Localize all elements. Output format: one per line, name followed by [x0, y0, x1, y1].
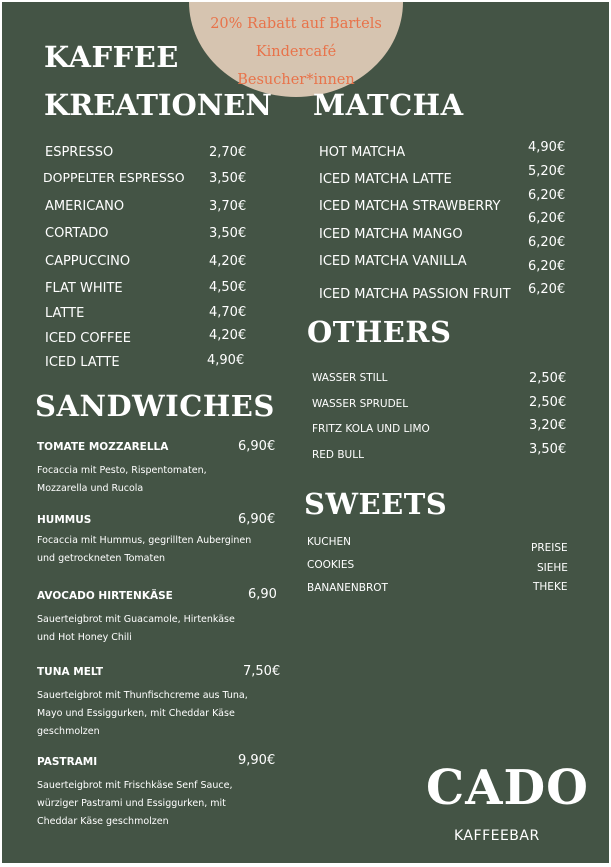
kaffee-item-name: CAPPUCCINO [45, 254, 131, 269]
matcha-extra-price: 6,20€ [528, 211, 566, 226]
matcha-item-name: ICED MATCHA PASSION FRUIT [319, 287, 511, 302]
matcha-item-name: ICED MATCHA MANGO [319, 227, 463, 242]
promo-line-3: Besucher*innen [237, 72, 355, 88]
kaffee-title-line1: KAFFEE [44, 40, 179, 74]
sandwich-price: 6,90€ [238, 439, 276, 454]
sandwich-desc-line: Sauerteigbrot mit Frischkäse Senf Sauce, [37, 780, 233, 791]
kaffee-item-price: 4,90€ [207, 353, 245, 368]
sandwich-desc-line: Sauerteigbrot mit Guacamole, Hirtenkäse [37, 614, 235, 625]
others-item-price: 2,50€ [529, 371, 567, 386]
others-item-name: WASSER SPRUDEL [312, 398, 409, 410]
sandwich-desc-line: und Hot Honey Chili [37, 632, 132, 643]
kaffee-item-price: 4,50€ [209, 280, 247, 295]
sweets-title: SWEETS [304, 487, 448, 521]
matcha-item-price: 4,90€ [528, 140, 566, 155]
kaffee-item-name: AMERICANO [45, 199, 125, 214]
kaffee-item-price: 3,50€ [209, 171, 247, 186]
matcha-item-name: ICED MATCHA VANILLA [319, 254, 467, 269]
kaffee-item-price: 4,20€ [209, 254, 247, 269]
sandwich-name: HUMMUS [37, 514, 92, 526]
sandwich-desc-line: Sauerteigbrot mit Thunfischcreme aus Tuna, [37, 690, 248, 701]
sandwich-price: 6,90€ [238, 512, 276, 527]
sandwich-desc-line: Mozzarella und Rucola [37, 483, 144, 494]
sandwich-desc-line: geschmolzen [37, 726, 100, 737]
brand-name: CADO [426, 760, 589, 816]
kaffee-item-name: ESPRESSO [45, 145, 114, 160]
matcha-title: MATCHA [313, 88, 464, 122]
sweets-item: KUCHEN [307, 536, 352, 548]
kaffee-item-price: 2,70€ [209, 145, 247, 160]
matcha-item-price: 6,20€ [528, 282, 566, 297]
sandwich-price: 9,90€ [238, 753, 276, 768]
others-item-price: 2,50€ [529, 395, 567, 410]
sandwich-desc-line: würziger Pastrami und Essiggurken, mit [37, 798, 226, 809]
matcha-item-price: 5,20€ [528, 164, 566, 179]
sandwich-desc-line: Focaccia mit Hummus, gegrillten Auberginen [37, 535, 252, 546]
sweets-item: BANANENBROT [307, 582, 388, 594]
kaffee-item-name: CORTADO [45, 226, 109, 241]
kaffee-item-price: 3,50€ [209, 226, 247, 241]
matcha-item-name: HOT MATCHA [319, 145, 406, 160]
sandwich-name: AVOCADO HIRTENKÄSE [37, 590, 173, 602]
brand-subtitle: KAFFEEBAR [454, 828, 540, 844]
sweets-item: COOKIES [307, 559, 355, 571]
sandwiches-title: SANDWICHES [35, 389, 275, 423]
matcha-item-price: 6,20€ [528, 188, 566, 203]
promo-line-2: Kindercafé [255, 44, 337, 60]
kaffee-item-price: 4,70€ [209, 305, 247, 320]
sandwich-desc-line: Focaccia mit Pesto, Rispentomaten, [37, 465, 207, 476]
sandwich-price: 6,90 [248, 587, 277, 602]
kaffee-item-name: LATTE [45, 306, 85, 321]
sandwich-name: PASTRAMI [37, 756, 98, 768]
sandwich-price: 7,50€ [243, 664, 281, 679]
menu-page [2, 2, 609, 863]
matcha-item-name: ICED MATCHA STRAWBERRY [319, 199, 501, 214]
sweets-note: PREISE [531, 542, 568, 554]
sandwich-name: TOMATE MOZZARELLA [37, 441, 169, 453]
kaffee-item-name: DOPPELTER ESPRESSO [43, 170, 185, 185]
kaffee-item-price: 3,70€ [209, 199, 247, 214]
kaffee-item-name: ICED COFFEE [45, 331, 131, 346]
sandwich-desc-line: Cheddar Käse geschmolzen [37, 816, 169, 827]
matcha-item-price: 6,20€ [528, 259, 566, 274]
sandwich-desc-line: und getrockneten Tomaten [37, 553, 166, 564]
sweets-note: SIEHE [537, 562, 568, 574]
kaffee-title-line2: KREATIONEN [44, 88, 272, 122]
others-item-price: 3,50€ [529, 442, 567, 457]
kaffee-item-price: 4,20€ [209, 328, 247, 343]
sweets-note: THEKE [533, 581, 568, 593]
others-title: OTHERS [307, 315, 452, 349]
matcha-item-name: ICED MATCHA LATTE [319, 172, 452, 187]
others-item-name: FRITZ KOLA UND LIMO [312, 423, 430, 435]
others-item-price: 3,20€ [529, 418, 567, 433]
others-item-name: WASSER STILL [312, 372, 388, 384]
sandwich-desc-line: Mayo und Essiggurken, mit Cheddar Käse [37, 708, 235, 719]
kaffee-item-name: ICED LATTE [45, 355, 120, 370]
others-item-name: RED BULL [312, 449, 364, 461]
matcha-item-price: 6,20€ [528, 235, 566, 250]
promo-line-1: 20% Rabatt auf Bartels [210, 16, 382, 32]
sandwich-name: TUNA MELT [37, 666, 103, 678]
kaffee-item-name: FLAT WHITE [45, 281, 123, 296]
